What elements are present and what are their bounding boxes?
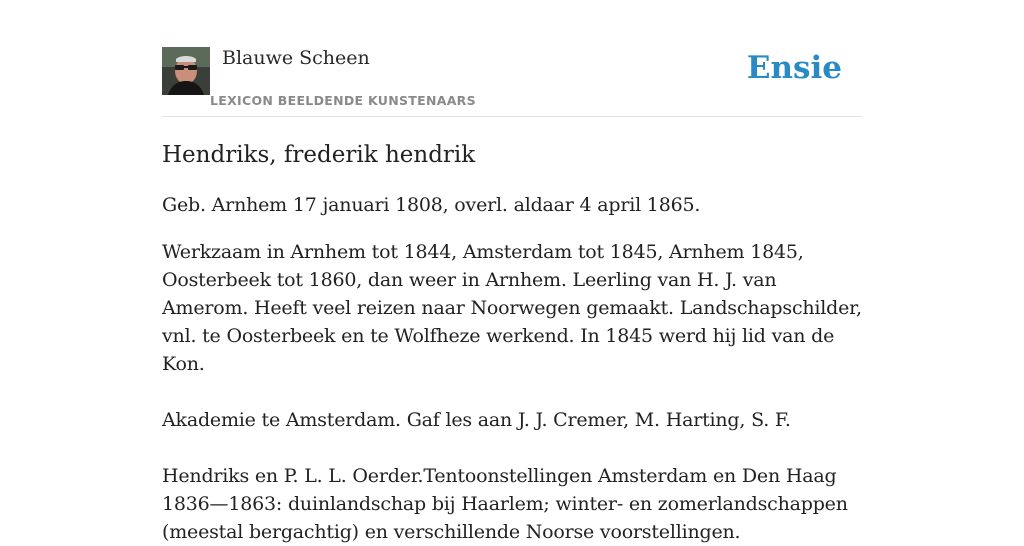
lexicon-subtitle[interactable]: LEXICON BEELDENDE KUNSTENAARS (210, 93, 476, 108)
author-name[interactable]: Blauwe Scheen (222, 47, 370, 69)
article-paragraph: Akademie te Amsterdam. Gaf les aan J. J. Cremer, M. Harting, S. F. (162, 409, 791, 431)
article-paragraph: Geb. Arnhem 17 januari 1808, overl. aldaar 4 april 1865. (162, 194, 701, 216)
header (162, 46, 862, 117)
article-paragraph: Werkzaam in Arnhem tot 1844, Amsterdam tot 1845, Arnhem 1845, Oosterbeek tot 1860, dan weer in Arnhem. Leerling van H. J. van Amerom. Heeft veel reizen naar Noorwegen gemaakt. Landschapschilder, vnl. te Oosterbeek en te Wolfheze werkend. In 1845 werd hij lid van de Kon. (162, 241, 862, 375)
article (162, 140, 862, 546)
article-title: Hendriks, frederik hendrik (162, 142, 476, 168)
avatar[interactable] (162, 47, 210, 95)
person-photo-icon (162, 47, 210, 95)
article-paragraph: Hendriks en P. L. L. Oerder.Tentoonstellingen Amsterdam en Den Haag 1836—1863: duinlandschap bij Haarlem; winter- en zomerlandschappen (meestal bergachtig) en verschillende Noorse voorstellingen. (162, 465, 848, 543)
ensie-logo[interactable]: Ensie (746, 50, 842, 86)
